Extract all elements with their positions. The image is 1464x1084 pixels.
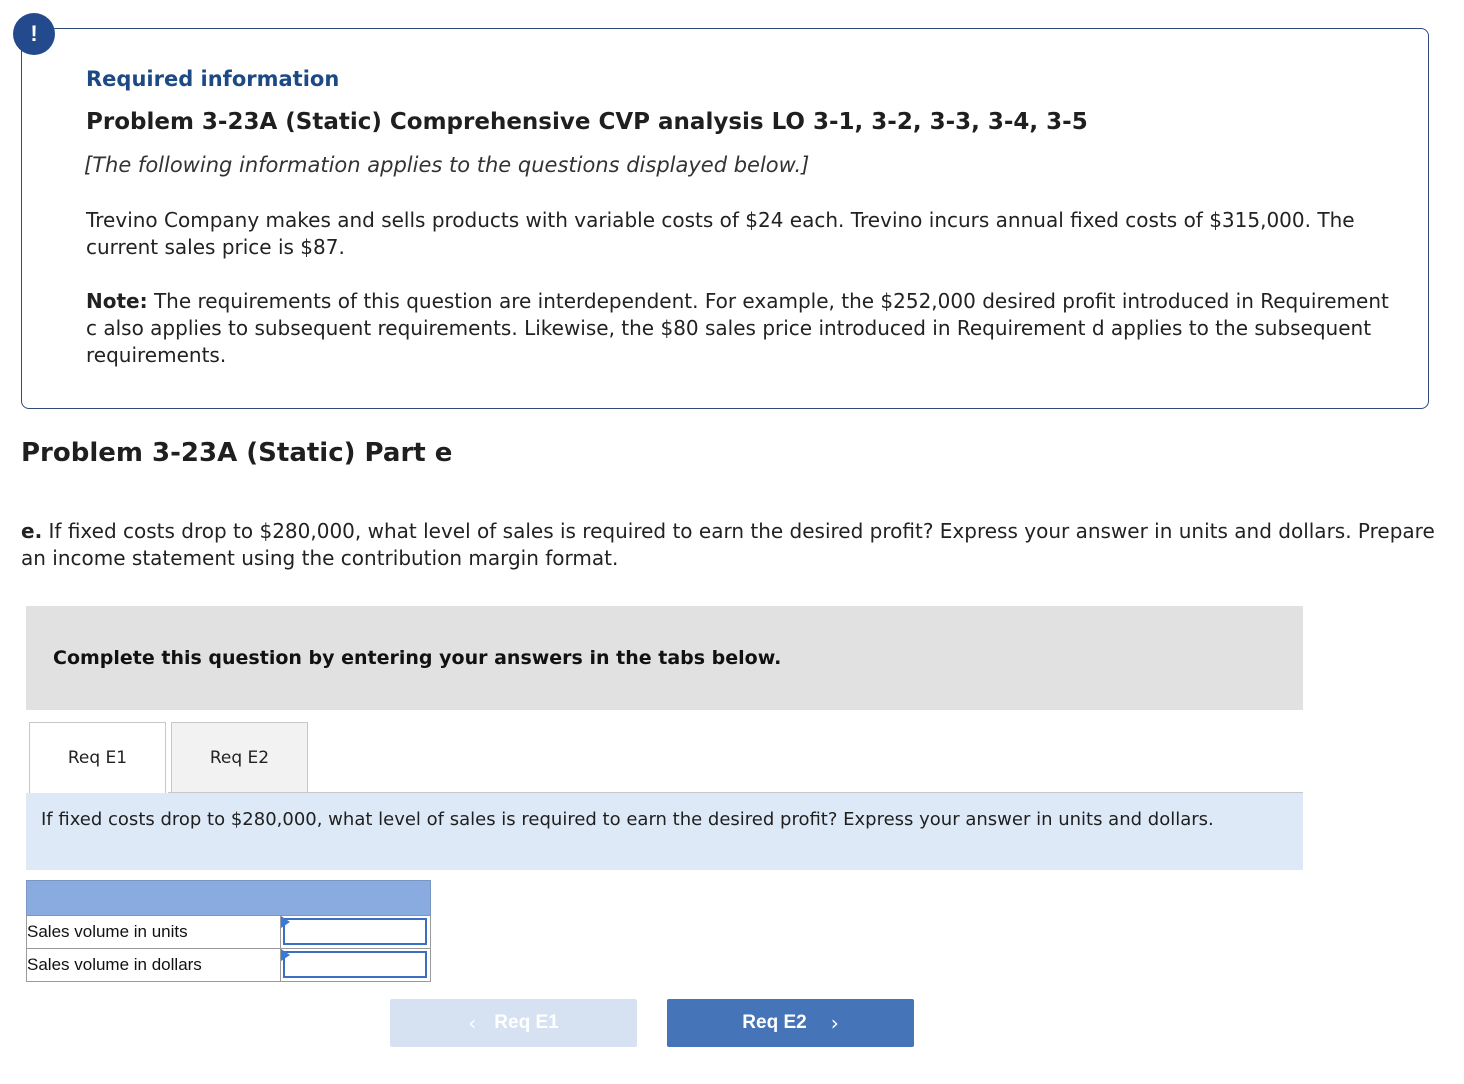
chevron-right-icon: › — [830, 1011, 839, 1035]
table-row — [27, 916, 431, 949]
note-label: Note: — [86, 289, 148, 313]
answer-table — [26, 880, 431, 982]
requirement-prompt — [26, 793, 1303, 870]
sales-units-input[interactable] — [283, 918, 427, 945]
interdependency-note — [86, 288, 1406, 369]
info-title: Required information — [86, 67, 340, 91]
next-req-label: Req E2 — [742, 1012, 807, 1033]
chevron-left-icon: ‹ — [468, 1011, 477, 1035]
company-description: Trevino Company makes and sells products with variable costs of $24 each. Trevino incurs annual fixed costs of $315,000. The current sales price is $87. — [86, 208, 1355, 259]
sales-dollars-label: Sales volume in dollars — [27, 949, 281, 982]
part-heading: Problem 3-23A (Static) Part e — [21, 438, 453, 468]
sales-units-label: Sales volume in units — [27, 916, 281, 949]
sales-dollars-cell — [281, 949, 431, 982]
table-row — [27, 949, 431, 982]
prev-req-button[interactable] — [390, 999, 637, 1047]
note-text: The requirements of this question are interdependent. For example, the $252,000 desired profit introduced in Requirement c also applies to subsequent requirements. Likewise, the $80 sales price introduced in Requirement d applies to the subsequent requirements. — [86, 289, 1389, 367]
cell-marker-icon — [281, 916, 290, 928]
question-body: If fixed costs drop to $280,000, what level of sales is required to earn the desired profit? Express your answer in units and dollars. Prepare an income statement using the contribution margin format. — [21, 519, 1435, 570]
applies-note: [The following information applies to the questions displayed below.] — [84, 153, 810, 177]
requirement-prompt-text: If fixed costs drop to $280,000, what level of sales is required to earn the desired profit? Express your answer in units and dollars. — [41, 809, 1214, 830]
alert-icon: ! — [13, 13, 55, 55]
required-information-box — [21, 28, 1429, 409]
table-header — [27, 881, 431, 916]
table-header-row — [27, 881, 431, 916]
question-label: e. — [21, 519, 43, 543]
tab-req-e2[interactable]: Req E2 — [171, 722, 308, 793]
question-text — [21, 518, 1441, 572]
cell-marker-icon — [281, 949, 290, 961]
tab-req-e1[interactable]: Req E1 — [29, 722, 166, 793]
instruction-bar — [26, 606, 1303, 710]
instruction-text: Complete this question by entering your answers in the tabs below. — [53, 647, 782, 669]
next-req-button[interactable] — [667, 999, 914, 1047]
sales-units-cell — [281, 916, 431, 949]
problem-title: Problem 3-23A (Static) Comprehensive CVP analysis LO 3-1, 3-2, 3-3, 3-4, 3-5 — [86, 109, 1088, 135]
sales-dollars-input[interactable] — [283, 951, 427, 978]
prev-req-label: Req E1 — [494, 1012, 559, 1033]
